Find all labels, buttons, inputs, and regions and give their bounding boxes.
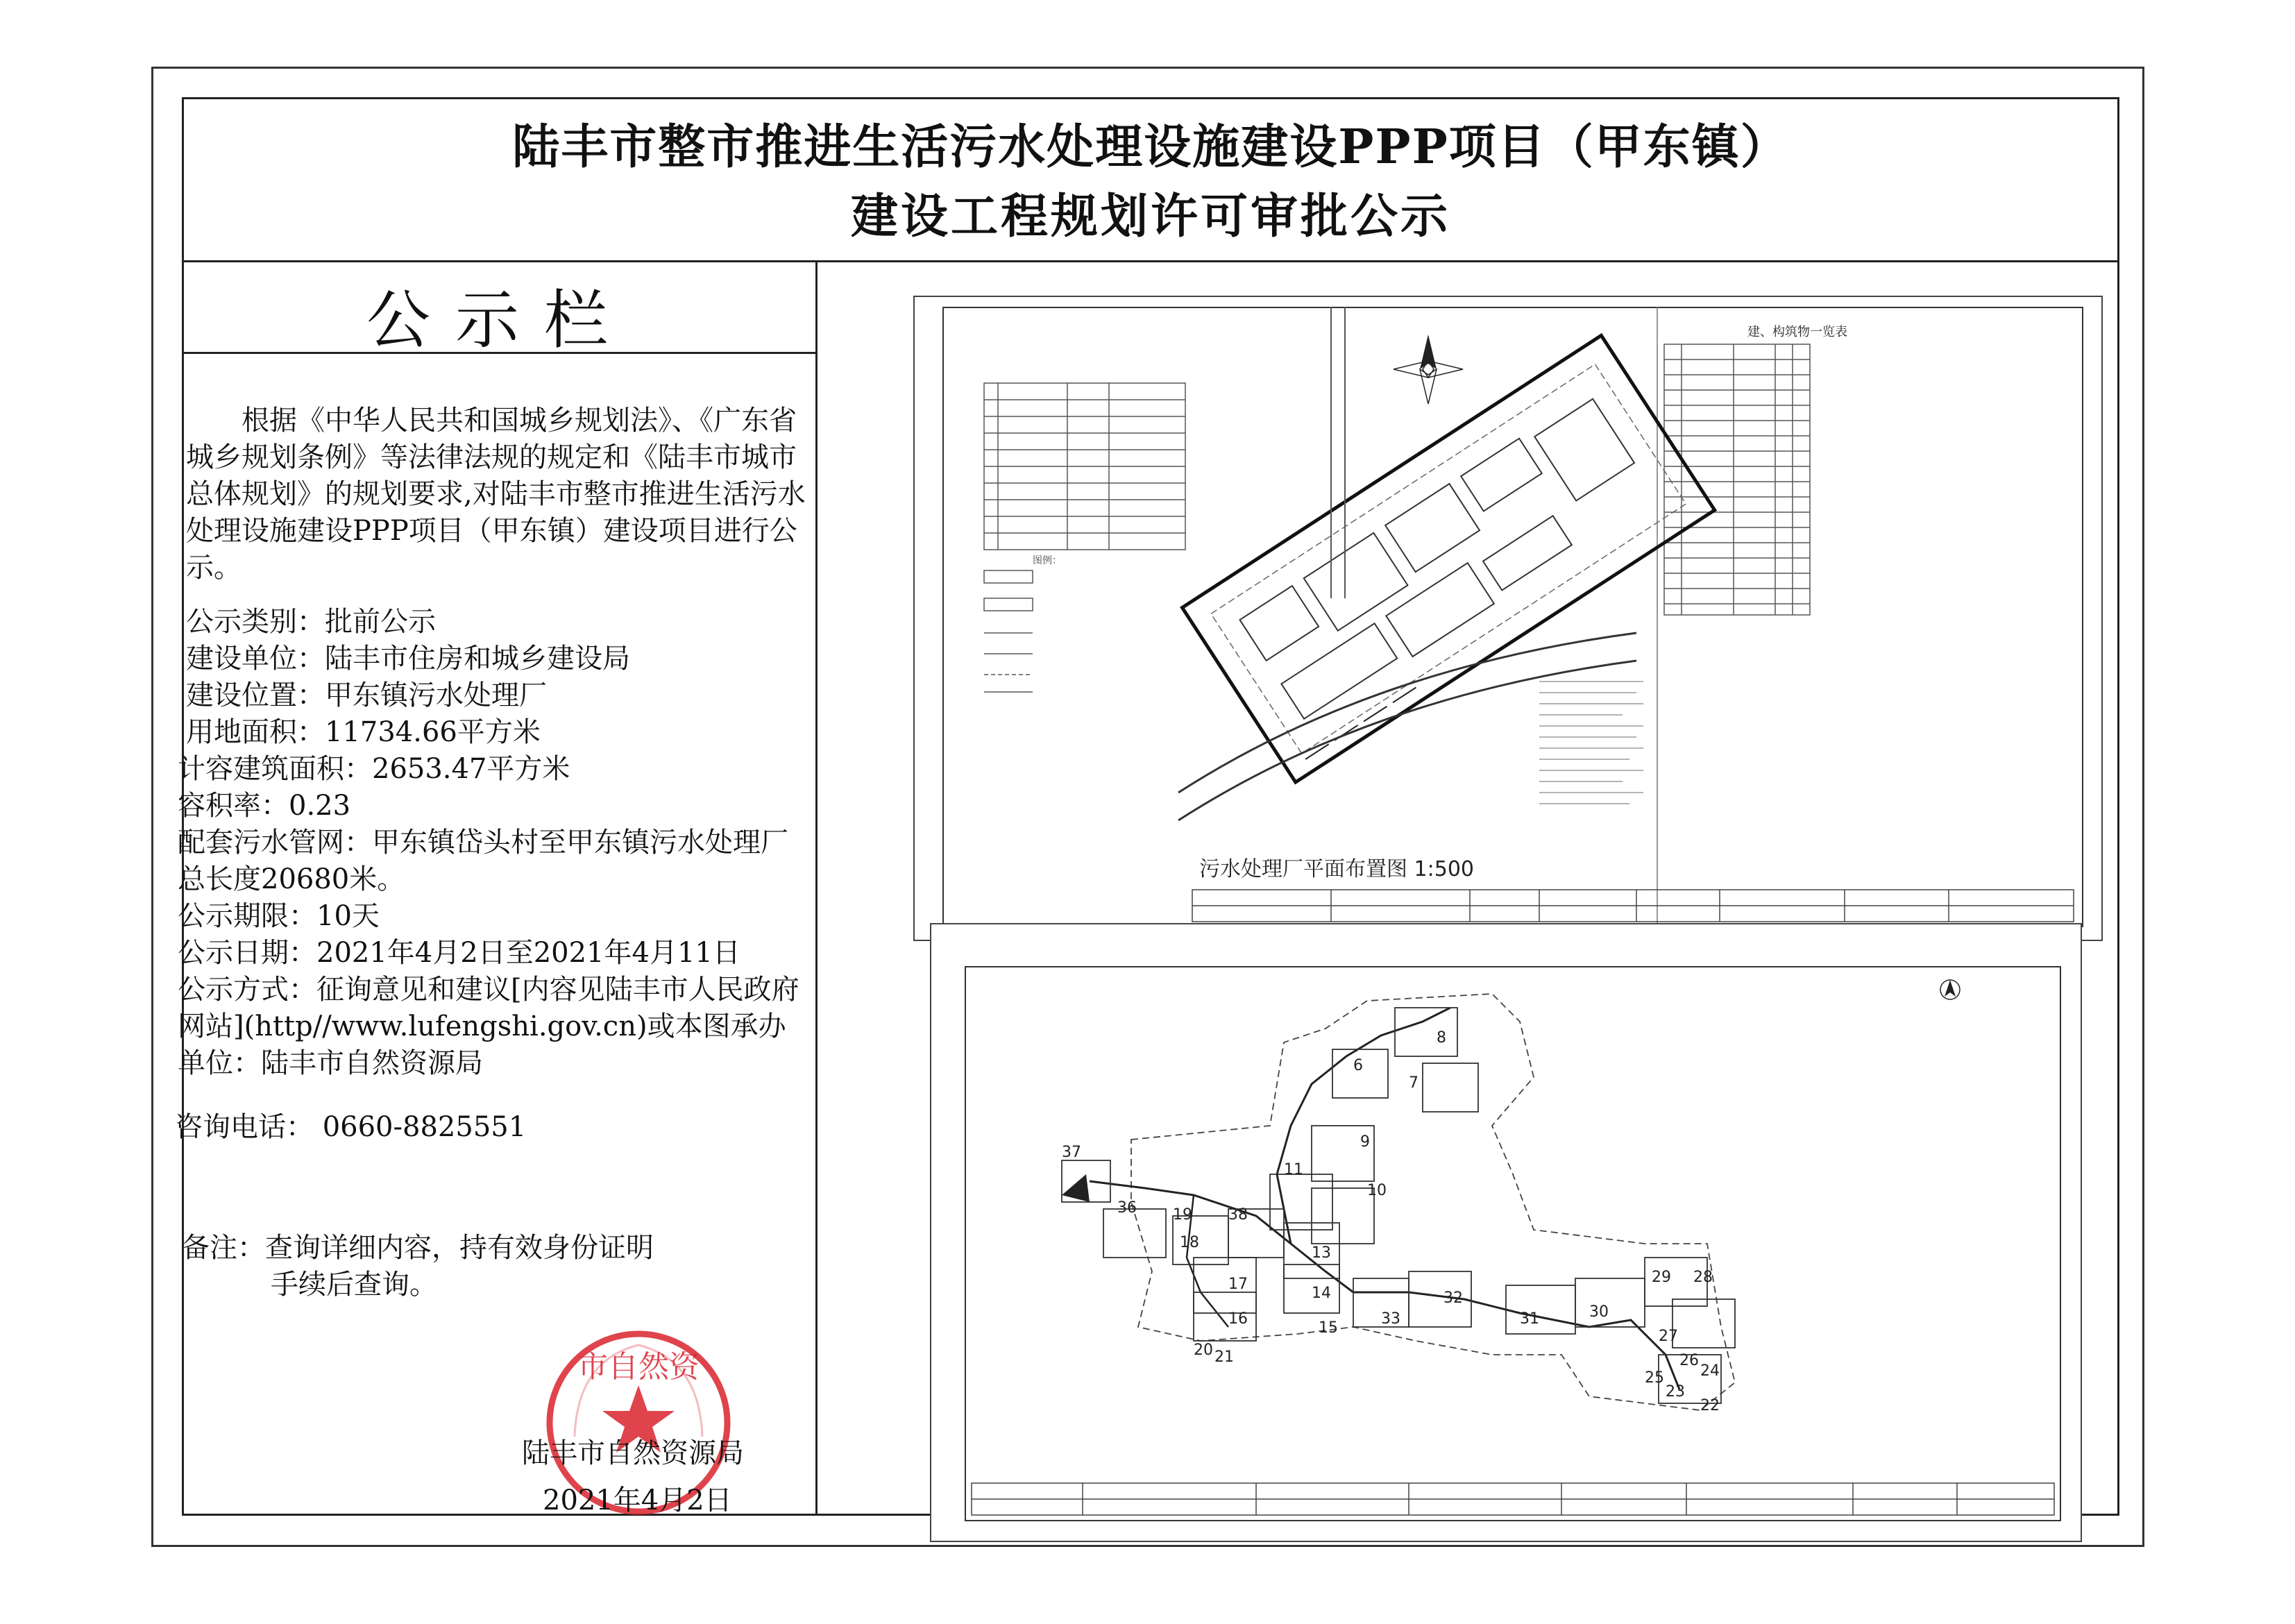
- svg-text:市自然资: 市自然资: [577, 1349, 700, 1385]
- plant-layout-svg: [942, 307, 2083, 927]
- sheet-number-13: 13: [1312, 1244, 1331, 1262]
- sheet-number-31: 31: [1520, 1310, 1539, 1328]
- sheet-number-25: 25: [1645, 1369, 1664, 1387]
- sheet-number-22: 22: [1700, 1397, 1720, 1414]
- sheet-number-7: 7: [1409, 1074, 1419, 1092]
- page-title: 陆丰市整市推进生活污水处理设施建设PPP项目（甲东镇）: [512, 119, 1789, 175]
- sheet-number-19: 19: [1173, 1206, 1192, 1224]
- sheet-number-11: 11: [1284, 1161, 1303, 1178]
- page-subtitle: 建设工程规划许可审批公示: [850, 189, 1450, 244]
- sheet-number-30: 30: [1589, 1303, 1609, 1321]
- sheet-number-9: 9: [1360, 1133, 1370, 1151]
- svg-text:图例：: 图例：: [1033, 555, 1062, 566]
- notice-item-dates: 公示日期：2021年4月2日至2021年4月11日: [178, 937, 740, 969]
- notice-intro: 根据《中华人民共和国城乡规划法》、《广东省城乡规划条例》等法律法规的规定和《陆丰市城市总体规划》的规划要求,对陆丰市整市推进生活污水处理设施建设PPP项目（甲东镇）建设项目进行公示。: [186, 405, 806, 584]
- remark-line-2: 手续后查询。: [271, 1269, 437, 1301]
- sheet-number-17: 17: [1228, 1276, 1248, 1293]
- pipe-network-drawing: [930, 923, 2082, 1542]
- sheet-number-8: 8: [1437, 1029, 1446, 1047]
- signature-org: 陆丰市自然资源局: [522, 1437, 744, 1469]
- sheet-number-28: 28: [1693, 1269, 1713, 1286]
- notice-item-floor-area: 计容建筑面积：2653.47平方米: [178, 753, 570, 785]
- notice-item-category: 公示类别：批前公示: [186, 606, 436, 638]
- sheet-number-36: 36: [1117, 1199, 1137, 1217]
- sheet-number-26: 26: [1679, 1352, 1699, 1369]
- notice-header: 公示栏: [366, 283, 633, 357]
- notice-item-phone: 咨询电话： 0660-8825551: [175, 1111, 527, 1143]
- plant-layout-drawing: [913, 296, 2103, 941]
- notice-item-location: 建设位置：甲东镇污水处理厂: [186, 679, 547, 711]
- sheet-number-6: 6: [1353, 1057, 1363, 1074]
- sheet-number-18: 18: [1180, 1234, 1199, 1251]
- notice-item-period: 公示期限：10天: [178, 900, 380, 932]
- sheet-number-14: 14: [1312, 1285, 1331, 1302]
- sheet-number-10: 10: [1367, 1182, 1387, 1199]
- sheet-number-15: 15: [1319, 1319, 1338, 1337]
- notice-item-pipe-network: 配套污水管网：甲东镇岱头村至甲东镇污水处理厂总长度20680米。: [178, 827, 788, 895]
- pipe-network-svg: [965, 966, 2061, 1521]
- signature-date: 2021年4月2日: [543, 1485, 732, 1516]
- sheet-number-38: 38: [1228, 1206, 1248, 1224]
- notice-item-method: 公示方式：征询意见和建议[内容见陆丰市人民政府网站](http//www.lufengshi.gov.cn)或本图承办单位：陆丰市自然资源局: [178, 974, 799, 1079]
- sheet-number-33: 33: [1381, 1310, 1400, 1328]
- sheet-number-16: 16: [1228, 1310, 1248, 1328]
- sheet-number-27: 27: [1659, 1328, 1678, 1345]
- sheet-number-21: 21: [1214, 1348, 1234, 1366]
- drawing-caption: 污水处理厂平面布置图 1:500: [1199, 857, 1474, 881]
- sheet-number-37: 37: [1062, 1144, 1081, 1161]
- notice-item-land-area: 用地面积：11734.66平方米: [186, 716, 541, 748]
- sheet-number-20: 20: [1194, 1342, 1213, 1359]
- building-list-title: 建、构筑物一览表: [1747, 325, 1847, 339]
- sheet-number-29: 29: [1652, 1269, 1671, 1286]
- remark-line-1: 备注：查询详细内容，持有效身份证明: [182, 1232, 654, 1264]
- sheet-number-23: 23: [1666, 1383, 1685, 1401]
- notice-item-builder: 建设单位：陆丰市住房和城乡建设局: [186, 643, 630, 675]
- sheet-number-24: 24: [1700, 1362, 1720, 1380]
- notice-item-plot-ratio: 容积率：0.23: [178, 790, 351, 822]
- sheet-number-32: 32: [1443, 1289, 1463, 1307]
